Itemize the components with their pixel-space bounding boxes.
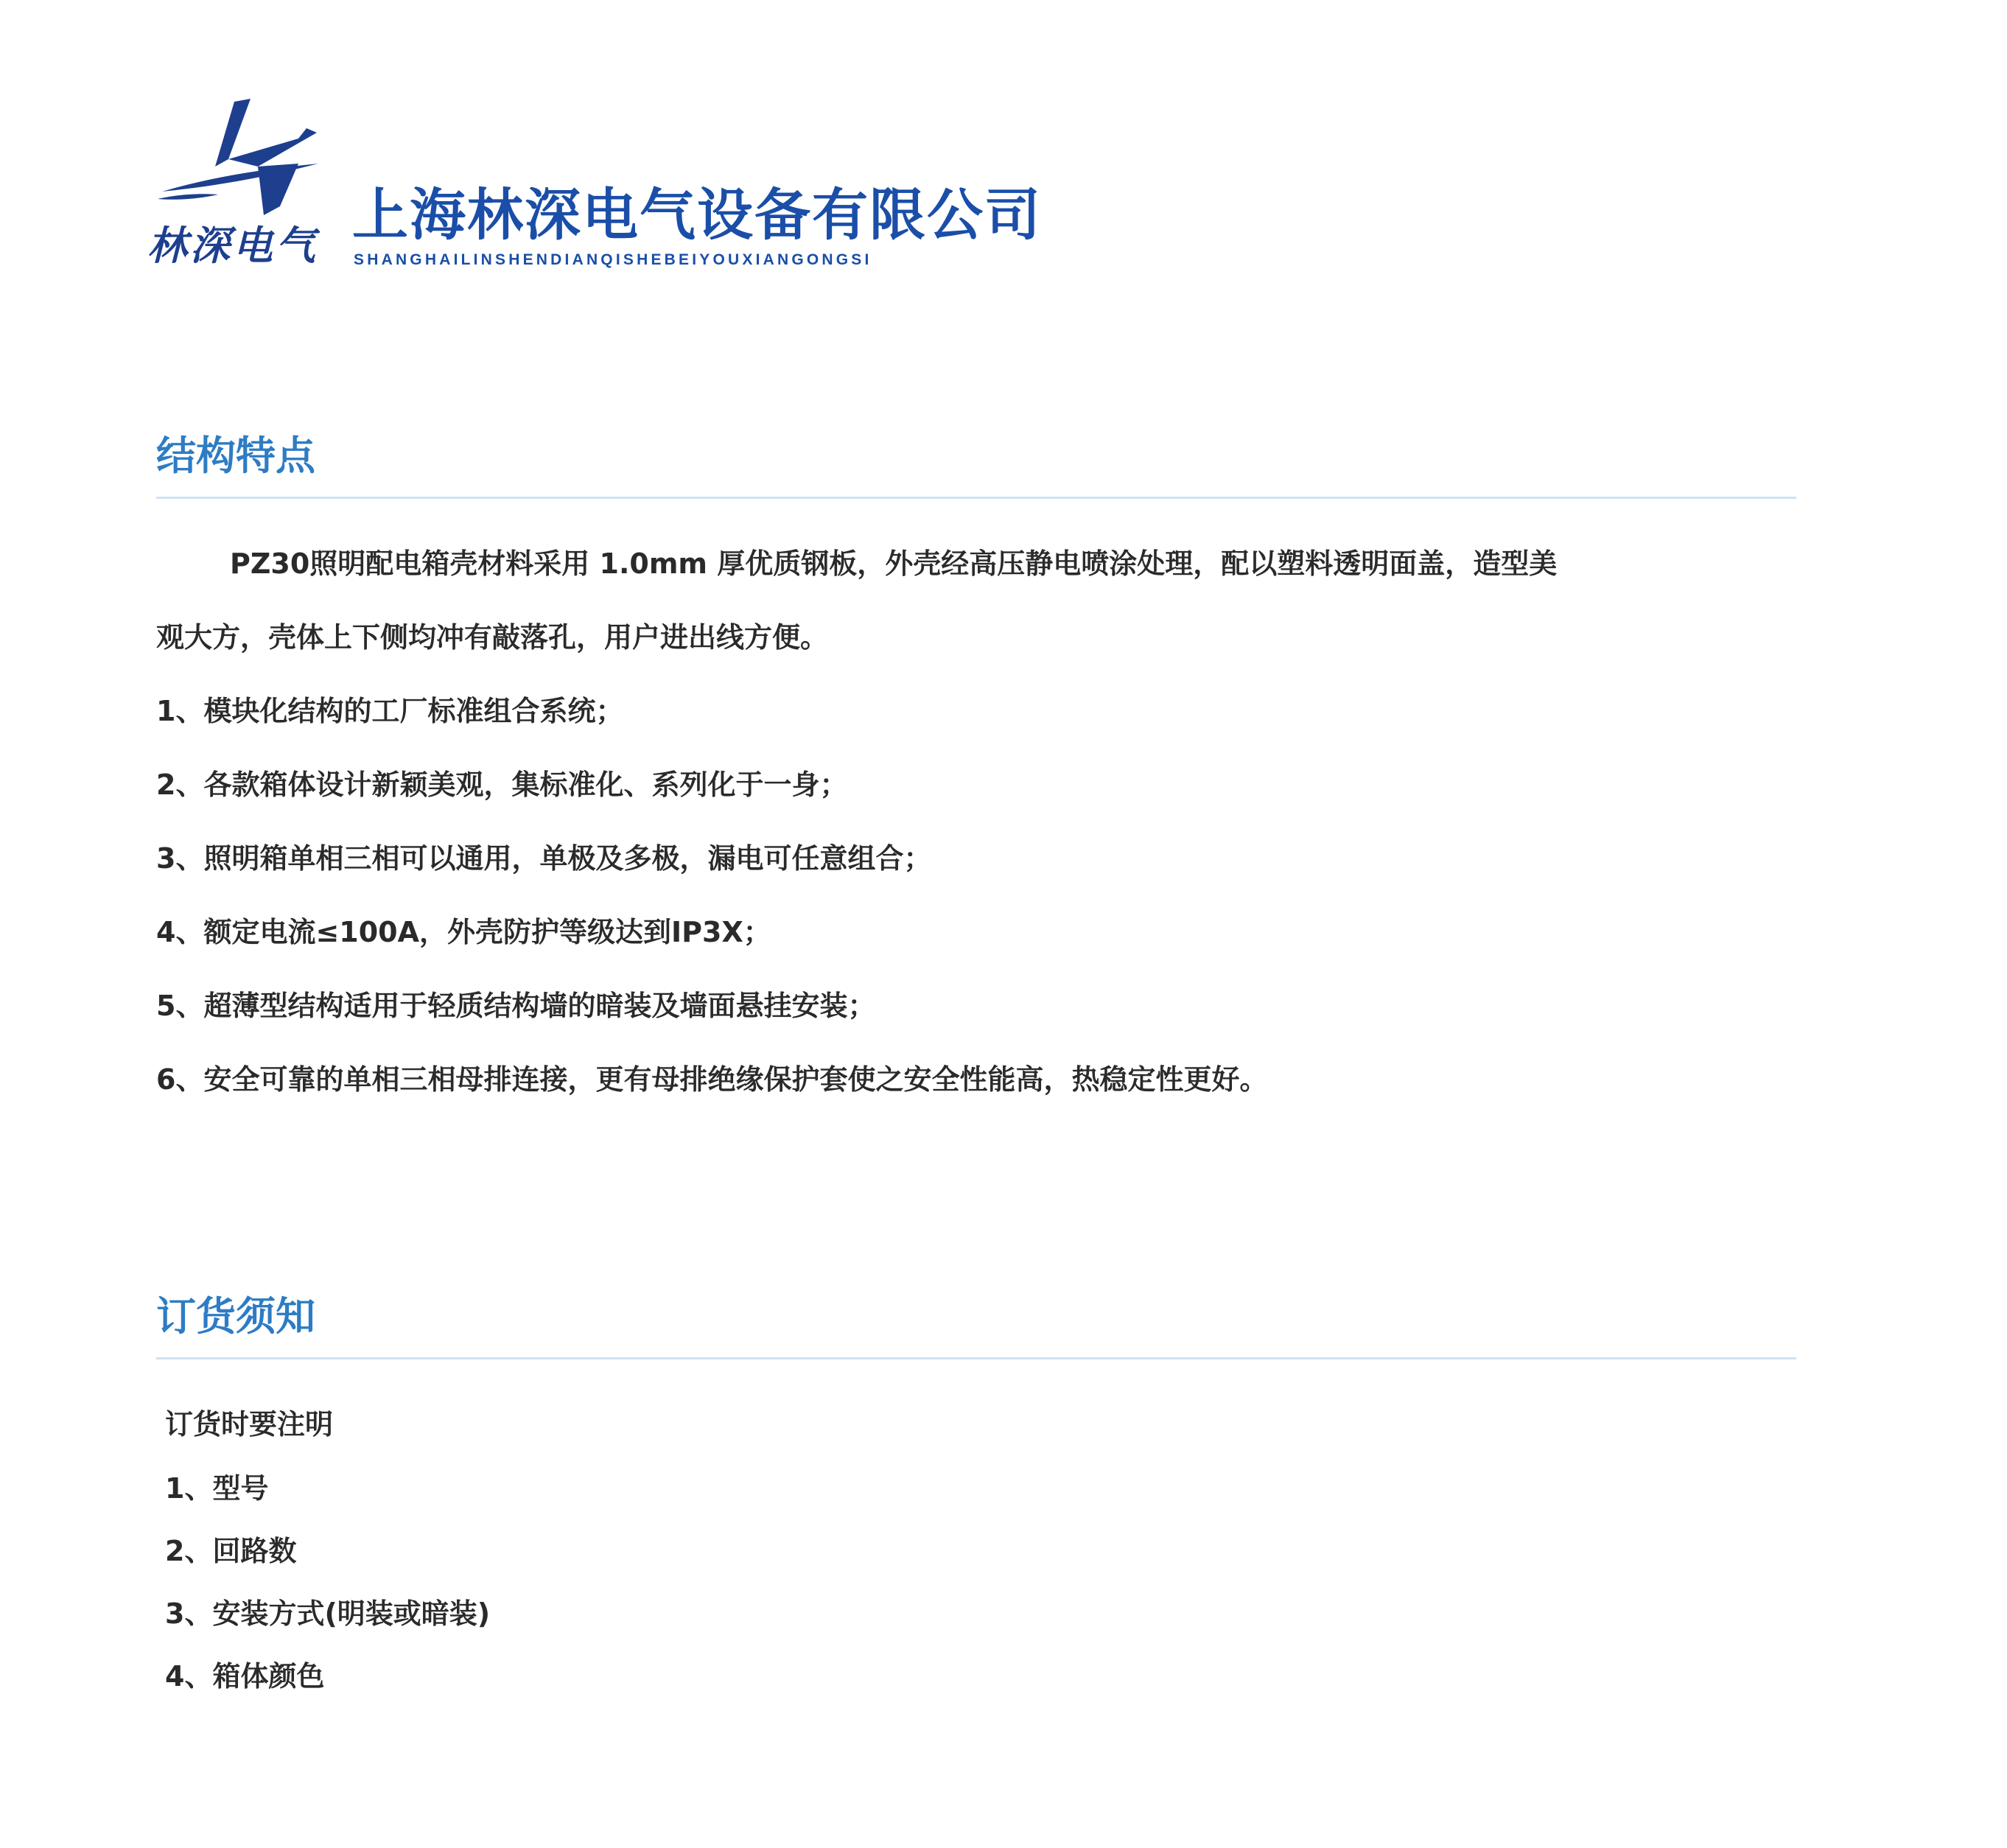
ordering-list-item: 1、型号 [165,1472,269,1505]
structure-list-item: 2、各款箱体设计新颖美观，集标准化、系列化于一身； [156,769,848,801]
company-logo-icon [147,96,332,221]
company-pinyin: SHANGHAILINSHENDIANQISHEBEIYOUXIANGONGSI [354,251,872,268]
structure-section-title: 结构特点 [156,433,315,479]
structure-list-item: 6、安全可靠的单相三相母排连接，更有母排绝缘保护套使之安全性能高，热稳定性更好。 [156,1063,1268,1096]
structure-intro-line-2: 观大方，壳体上下侧均冲有敲落孔，用户进出线方便。 [156,621,829,654]
structure-section-divider [156,497,1796,499]
ordering-list-item: 2、回路数 [165,1535,297,1567]
ordering-subtitle: 订货时要注明 [165,1408,334,1441]
structure-list-item: 4、额定电流≤100A，外壳防护等级达到IP3X； [156,916,771,948]
ordering-list-item: 3、安装方式(明装或暗装) [165,1597,491,1630]
ordering-section-title: 订货须知 [156,1293,315,1340]
logo-wordmark: 林深电气 [147,222,318,269]
ordering-list-item: 4、箱体颜色 [165,1660,325,1693]
structure-list-item: 5、超薄型结构适用于轻质结构墙的暗装及墙面悬挂安装； [156,990,876,1022]
structure-list-item: 1、模块化结构的工厂标准组合系统； [156,695,624,727]
structure-intro-line-1: PZ30照明配电箱壳材料采用 1.0mm 厚优质钢板，外壳经高压静电喷涂处理，配以塑料透明面盖，造型美 [230,547,1558,580]
structure-list-item: 3、照明箱单相三相可以通用，单极及多极，漏电可任意组合； [156,842,932,875]
company-name: 上海林深电气设备有限公司 [352,182,1042,248]
ordering-section-divider [156,1357,1796,1359]
